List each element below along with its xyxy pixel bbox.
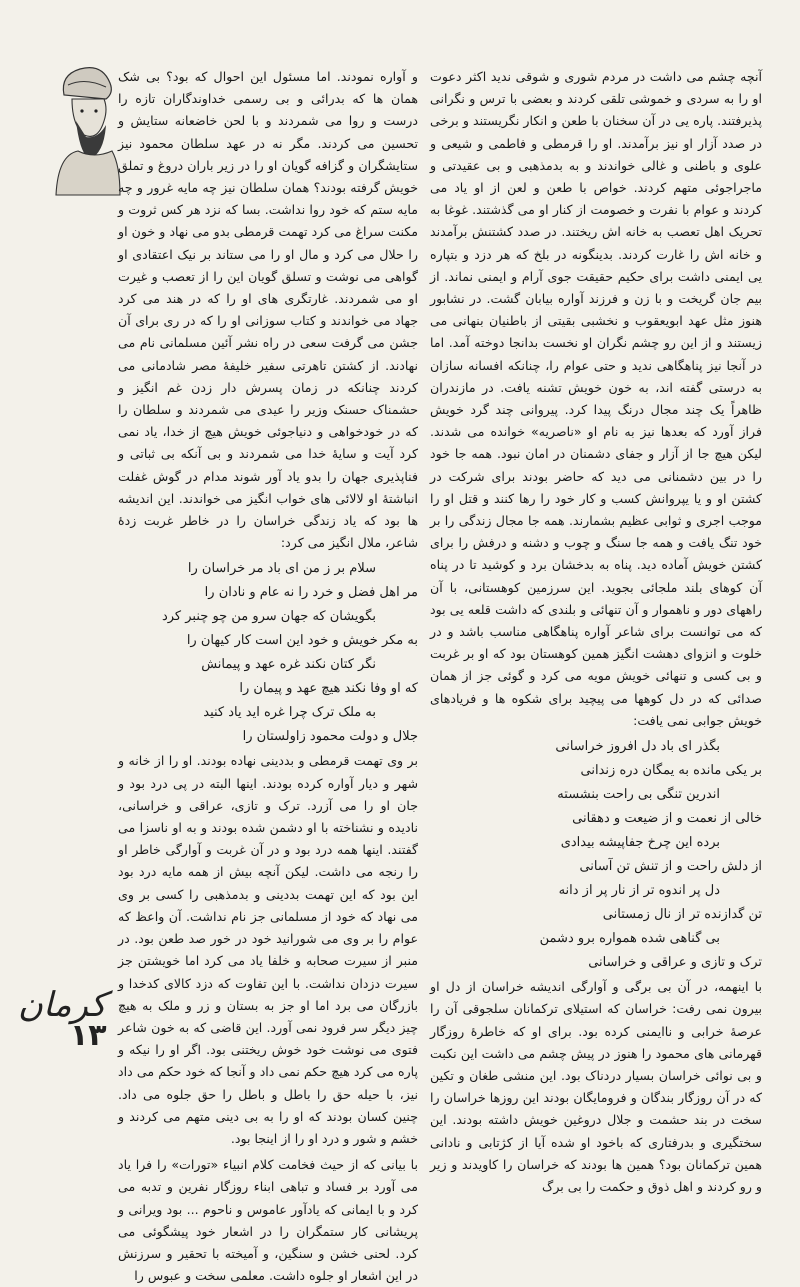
article-paragraph: و آواره نمودند. اما مسئول این احوال که بود؟ بی شک همان ها که بدرائی و بی رسمی خداوندگاران تازه را درست و روا می شمردند و با لحن خاضعانه ستایش و تحسین می کردند. مگر نه در عهد سلطان محمود نیز ستایشگران و گزافه گویان او را در زیر باران دروغ و تملق خویش گرفته بودند؟ همان سلطان نیز چه مایه غرور و چه مایه ستم که خود روا نداشت. بسا که نزد هر کس ثروت و مکنت سراغ می کرد تهمت قرمطی بدو می نهاد و خون او را حلال می کرد و مال او را می ستاند بر نیک اعتقادی او گواهی می نوشت و تسلق گویان این را از تعصب و غیرت او می شمردند. غارتگری های او را که در هند می کرد جهاد می خواندند و کتاب سوزانی او را که در ری برای آن جشن می گرفت سعی در راه نشر آئین مسلمانی نام می نهادند. از کشتن تاهرتی سفیر خلیفهٔ مصر شادمانی می کردند چنانکه در زمان پسرش دار زدن غم انگیز و حشمناک حسنک وزیر را عیدی می شمردند و سلطان را که در خودخواهی و دنیاجوئی خویش هیچ از خدا، یاد نمی کرد آیت و سایهٔ خدا می شمردند و بی آنکه بی ثباتی و فناپذیری جهان را بدو یاد آور شوند مدام در گوش غفلت انباشتهٔ او لالائی های خواب انگیز می خواندند. این اندیشه ها بود که یاد زندگی خراسان را در خاطر غربت زدهٔ شاعر، ملال انگیز می کرد:	[118, 69, 418, 551]
poem-verse: نگر کتان نکند غره عهد و پیمانش	[201, 657, 376, 673]
poem-verse: از دلش راحت و از تنش تن آسانی	[579, 859, 762, 875]
right-text-column	[430, 66, 762, 1194]
author-portrait	[50, 55, 120, 195]
poem-verse: برده این چرخ جفاپیشه بیدادی	[560, 835, 720, 851]
article-paragraph: با بیانی که از حیث فخامت کلام انبیاء «تورات» را فرا یاد می آورد بر فساد و تباهی ابناء روزگار نفرین و تدبه می کرد و با ایمانی که یادآور عاموس و ناحوم ... بود ویرانی و پریشانی کار ستمگران را در اشعار خود پیشگوئی می کرد. لحنی خشن و سنگین، و آمیخته با تحقیر و سرزنش در این اشعار او جلوه داشت. معلمی سخت و عبوس را	[118, 1157, 418, 1284]
article-paragraph: آنچه چشم می داشت در مردم شوری و شوقی ندید اکثر دعوت او را به سردی و خموشی تلقی کردند و بعضی با ترس و نگرانی پذیرفتند. پاره یی در آن سخنان با طعن و انکار نگریستند و برخی در صدد آزار او نیز برآمدند. او را قرمطی و فاطمی و شیعی و علوی و باطنی و غالی خواندند و به بدمذهبی و بی عقیدتی و ماجراجوئی متهم کردند. خواص با طعن و لعن از او یاد می کردند و عوام با نفرت و خصومت از کنار او می گذشتند. غوغا به تحریک اهل تعصب به خانه اش ریختند. در صدد کشتنش برآمدند و خانه اش را غارت کردند. بدینگونه در بلخ که هر دزد و بتپاره یی ایمنی داشت برای حکیم حقیقت جوی آرام و ایمنی نماند. از بیم جان گریخت و با زن و فرزند آواره بیابان گشت. در نشابور هنوز مثل عهد ابویعقوب و نخشبی بقیتی از باطنیان بنهانی می زیستند و از این رو چشم نگران او نخست بدانجا دوخته آمد. اما در آنجا نیز پناهگاهی ندید و حتی عوام را، چنانکه افسانه سازان به درستی گفته اند، به خون خویش تشنه یافت. در مازندران ظاهراً یک چند مجال درنگ پیدا کرد. پیروانی چند گرد خویش فراز آورد که بعدها نیز به نام او «ناصریه» خوانده می شدند. لیکن هیچ جا از آزار و جفای دشمنان در امان نبود. همه جا خود را در بین دشمنانی می دید که حاضر بودند برای شرکت در کشتن او و یا یپروانش کسب و کار خود را رها کنند و قتل او را موجب اجری و ثوابی عظیم بشمارند. همه جا مجال زندگی را بر خود تنگ یافت و همه جا سنگ و چوب و دشنه و درفش را برای کشتن خویش آماده دید. پناه به بدخشان برد و کوشید تا در پناه آن کوهای بلند ملجائی بجوید. این سرزمین کوهستانی، با آن راههای دور و ناهموار و آن تنهائی و بلندی که داشت قلعه یی بود که می توانست برای شاعر آواره پناهگاهی مناسب باشد و در خلوت و انزوای دهشت انگیز همین کوهستان بود که او بر غربت و بی کسی و تنهائی خویش مویه می کرد و گوئی جز از همان صدائی که در دل کوهها می پیچید برای شکوه ها و فریادهای خویش جوابی نمی یافت:	[430, 69, 762, 728]
article-paragraph: بر وی تهمت قرمطی و بددینی نهاده بودند. او را از خانه و شهر و دیار آواره کرده بودند. اینها البته در پی درد بود و جان او را می آزرد. ترک و تازی، عراقی و خراسانی، نادیده و نشناخته با او دشمن شده بودند و به او ناسزا می گفتند. اینها همه درد بود و در آن غربت و آوارگی خاطر او را رنجه می داشت. لیکن آنچه بیش از همه مایه درد بود این بود که این تهمت بددینی و بدمذهبی را کسی بر وی می نهاد که خود از مسلمانی جز نام نداشت. آن واعظ که عوام را بر وی می شورانید خود در خور صد طعن بود. در منبر از سیرت صحابه و خلفا یاد می کرد اما خویشتن جز سیرت دزدان نداشت. با این تفاوت که دزد کالای کدخدا و بازرگان می برد اما او جز به بستان و زر و ملک به هیچ چیز دیگر سر فرود نمی آورد. این قاضی که به خون شاعر فتوی می نوشت خود خوش ریختنی بود. اگر او را نیکه و پاره می کرد هیچ حکم نمی داد و آنجا که خود حکم می داد نیز، با حیله حق را باطل و باطل را حق جلوه می داد. چنین کسان بودند که او را به بی دینی متهم می کردند و خشم و شور و درد او را از اینجا بود.	[118, 753, 418, 1146]
poem-verse: اندرین تنگی بی راحت بنشسته	[557, 787, 720, 803]
magazine-logo: کرمان	[18, 985, 107, 1025]
poem-verse: سلام بر ز من ای باد مر خراسان را	[187, 561, 376, 577]
poem-verse: ترک و تازی و عراقی و خراسانی	[588, 955, 762, 971]
poem-verse: به ملک ترک چرا غره اید یاد کنید	[203, 705, 376, 721]
poem-verse: که او وفا نکند هیچ عهد و پیمان را	[239, 681, 418, 697]
poem-verse: تن گدازنده تر از نال زمستانی	[602, 907, 762, 923]
article-paragraph: با اینهمه، در آن بی برگی و آوارگی اندیشه خراسان از دل او بیرون نمی رفت: خراسان که استیلای ترکمانان سلجوقی آن را عرصهٔ خرابی و ناایمنی کرده بود. برای او که خاطرهٔ روزگار قهرمانی های محمود را هنوز در پیش چشم می داشت این نکبت و بی نوائی خراسان بسیار دردناک بود. این منشی طغان و تکین که در آن روزگار بندگان و فرومایگان بودند این روزها خراسان را سخت در بند حشمت و جلال دروغین خویش داشته بودند. این سختگیری و بدرفتاری که باخود او شده آیا از کژتابی و نادانی همین ترکمانان بود؟ همین ها بودند که خراسان را کاویدند و زیر و رو کردند و اهل ذوق و حکمت را بی برگ	[430, 979, 762, 1194]
poem-verse: دل پر اندوه تر از نار پر از دانه	[558, 883, 720, 899]
poem-verse: بی گناهی شده همواره برو دشمن	[539, 931, 720, 947]
poem-verse: مر اهل فضل و خرد را نه عام و نادان را	[204, 585, 418, 601]
page-number: ۱۳	[70, 1018, 107, 1053]
poem-verse: بگویشان که جهان سرو من چو چنبر کرد	[161, 609, 376, 625]
poem-verse: به مکر خویش و خود این است کار کیهان را	[186, 633, 418, 649]
poem-verse: بر یکی مانده به یمگان دره زندانی	[580, 763, 762, 779]
poem-verse: خالی از نعمت و از ضیعت و دهقانی	[572, 811, 762, 827]
poem-verse: بگذر ای باد دل افروز خراسانی	[555, 739, 720, 755]
poem-verse: جلال و دولت محمود زاولستان را	[242, 729, 418, 745]
left-text-column	[118, 66, 418, 1284]
